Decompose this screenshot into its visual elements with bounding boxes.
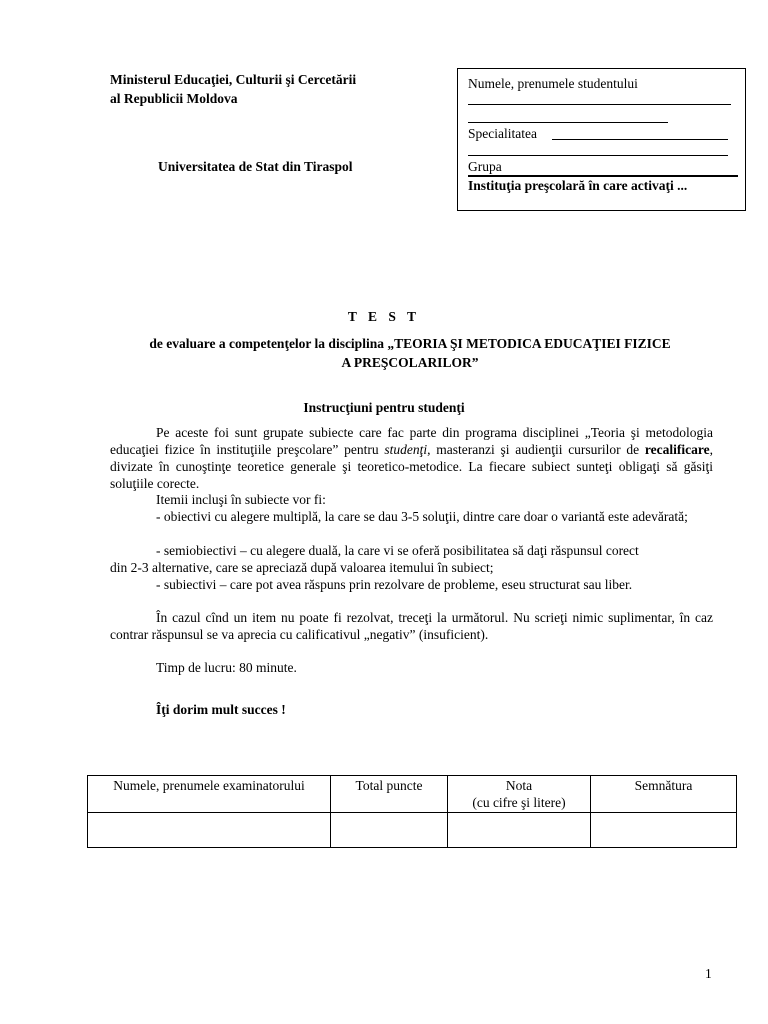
item-objective: - obiectivi cu alegere multiplă, la care se dau 3-5 soluţii, dintre care doar o variantă este adevărată;	[156, 509, 688, 524]
specialty-label: Specialitatea	[468, 126, 537, 141]
item-subjective: - subiectivi – care pot avea răspuns prin rezolvare de probleme, eseu structurat sau liber.	[156, 577, 633, 592]
instructions-paragraph-1	[110, 424, 713, 492]
student-name-line-2[interactable]	[468, 122, 668, 123]
skip-item-paragraph: În cazul cînd un item nu poate fi rezolvat, treceţi la următorul. Nu scrieţi nimic suplimentar, în caz contrar răspunsul se va aprecia cu calificativul „negativ” (insuficient).	[110, 610, 713, 642]
time-limit: Timp de lucru: 80 minute.	[156, 660, 297, 675]
page-number: 1	[705, 966, 712, 981]
good-luck-message: Îţi dorim mult succes !	[156, 702, 286, 717]
student-name-line-1[interactable]	[468, 104, 731, 105]
student-info-box	[457, 68, 746, 211]
specialty-line-2[interactable]	[468, 155, 728, 156]
university-name: Universitatea de Stat din Tiraspol	[158, 159, 353, 174]
test-subtitle	[100, 334, 720, 372]
p1-part1: Pe aceste foi sunt grupate subiecte care fac parte din programa disciplinei „Teoria şi metodologia educaţiei fizice în instituţiile preşcolare” pentru	[110, 425, 713, 457]
p1-bold: recalificare	[644, 442, 710, 457]
signature-header: Semnătura	[591, 776, 737, 813]
test-subtitle-line-2: A PREŞCOLARILOR”	[341, 355, 479, 370]
item-semiobjective-line-1: - semiobiectivi – cu alegere duală, la care vi se oferă posibilitatea să daţi răspunsul corect	[156, 543, 639, 558]
table-row	[88, 813, 737, 848]
total-points-cell[interactable]	[331, 813, 448, 848]
grade-header-line-2: (cu cifre şi litere)	[472, 795, 566, 810]
student-name-label: Numele, prenumele studentului	[468, 76, 638, 91]
p1-part3: , divizate în cunoştinţe teoretice generale şi teoretico-metodice. La fiecare subiect sunteţi obligaţi să găsiţi soluţiile corecte.	[110, 442, 714, 491]
items-intro: Itemii incluşi în subiecte vor fi:	[156, 492, 326, 507]
table-header-row	[88, 776, 737, 813]
test-title: T E S T	[347, 309, 421, 324]
grade-cell[interactable]	[448, 813, 591, 848]
ministry-line-1: Ministerul Educaţiei, Culturii şi Cercetării	[110, 72, 357, 87]
examiner-name-cell[interactable]	[88, 813, 331, 848]
instructions-title: Instrucţiuni pentru studenţi	[303, 400, 465, 415]
examiner-name-header: Numele, prenumele examinatorului	[88, 776, 331, 813]
group-label: Grupa	[468, 159, 502, 174]
grade-header	[448, 776, 591, 813]
grade-header-line-1: Nota	[505, 778, 533, 793]
p1-part2: , masteranzi şi audienţii cursurilor de	[427, 442, 645, 457]
p1-italic: studenţi	[384, 442, 428, 457]
signature-cell[interactable]	[591, 813, 737, 848]
specialty-line[interactable]	[552, 139, 728, 140]
examiner-table	[87, 775, 737, 848]
total-points-header: Total puncte	[331, 776, 448, 813]
ministry-line-2: al Republicii Moldova	[110, 91, 238, 106]
test-subtitle-line-1: de evaluare a competenţelor la disciplina „TEORIA ŞI METODICA EDUCAŢIEI FIZICE	[149, 336, 671, 351]
item-semiobjective-line-2: din 2-3 alternative, care se apreciază după valoarea itemului în subiect;	[110, 560, 494, 575]
institution-label: Instituţia preşcolară în care activaţi ...	[468, 178, 688, 193]
ministry-heading	[110, 70, 356, 108]
